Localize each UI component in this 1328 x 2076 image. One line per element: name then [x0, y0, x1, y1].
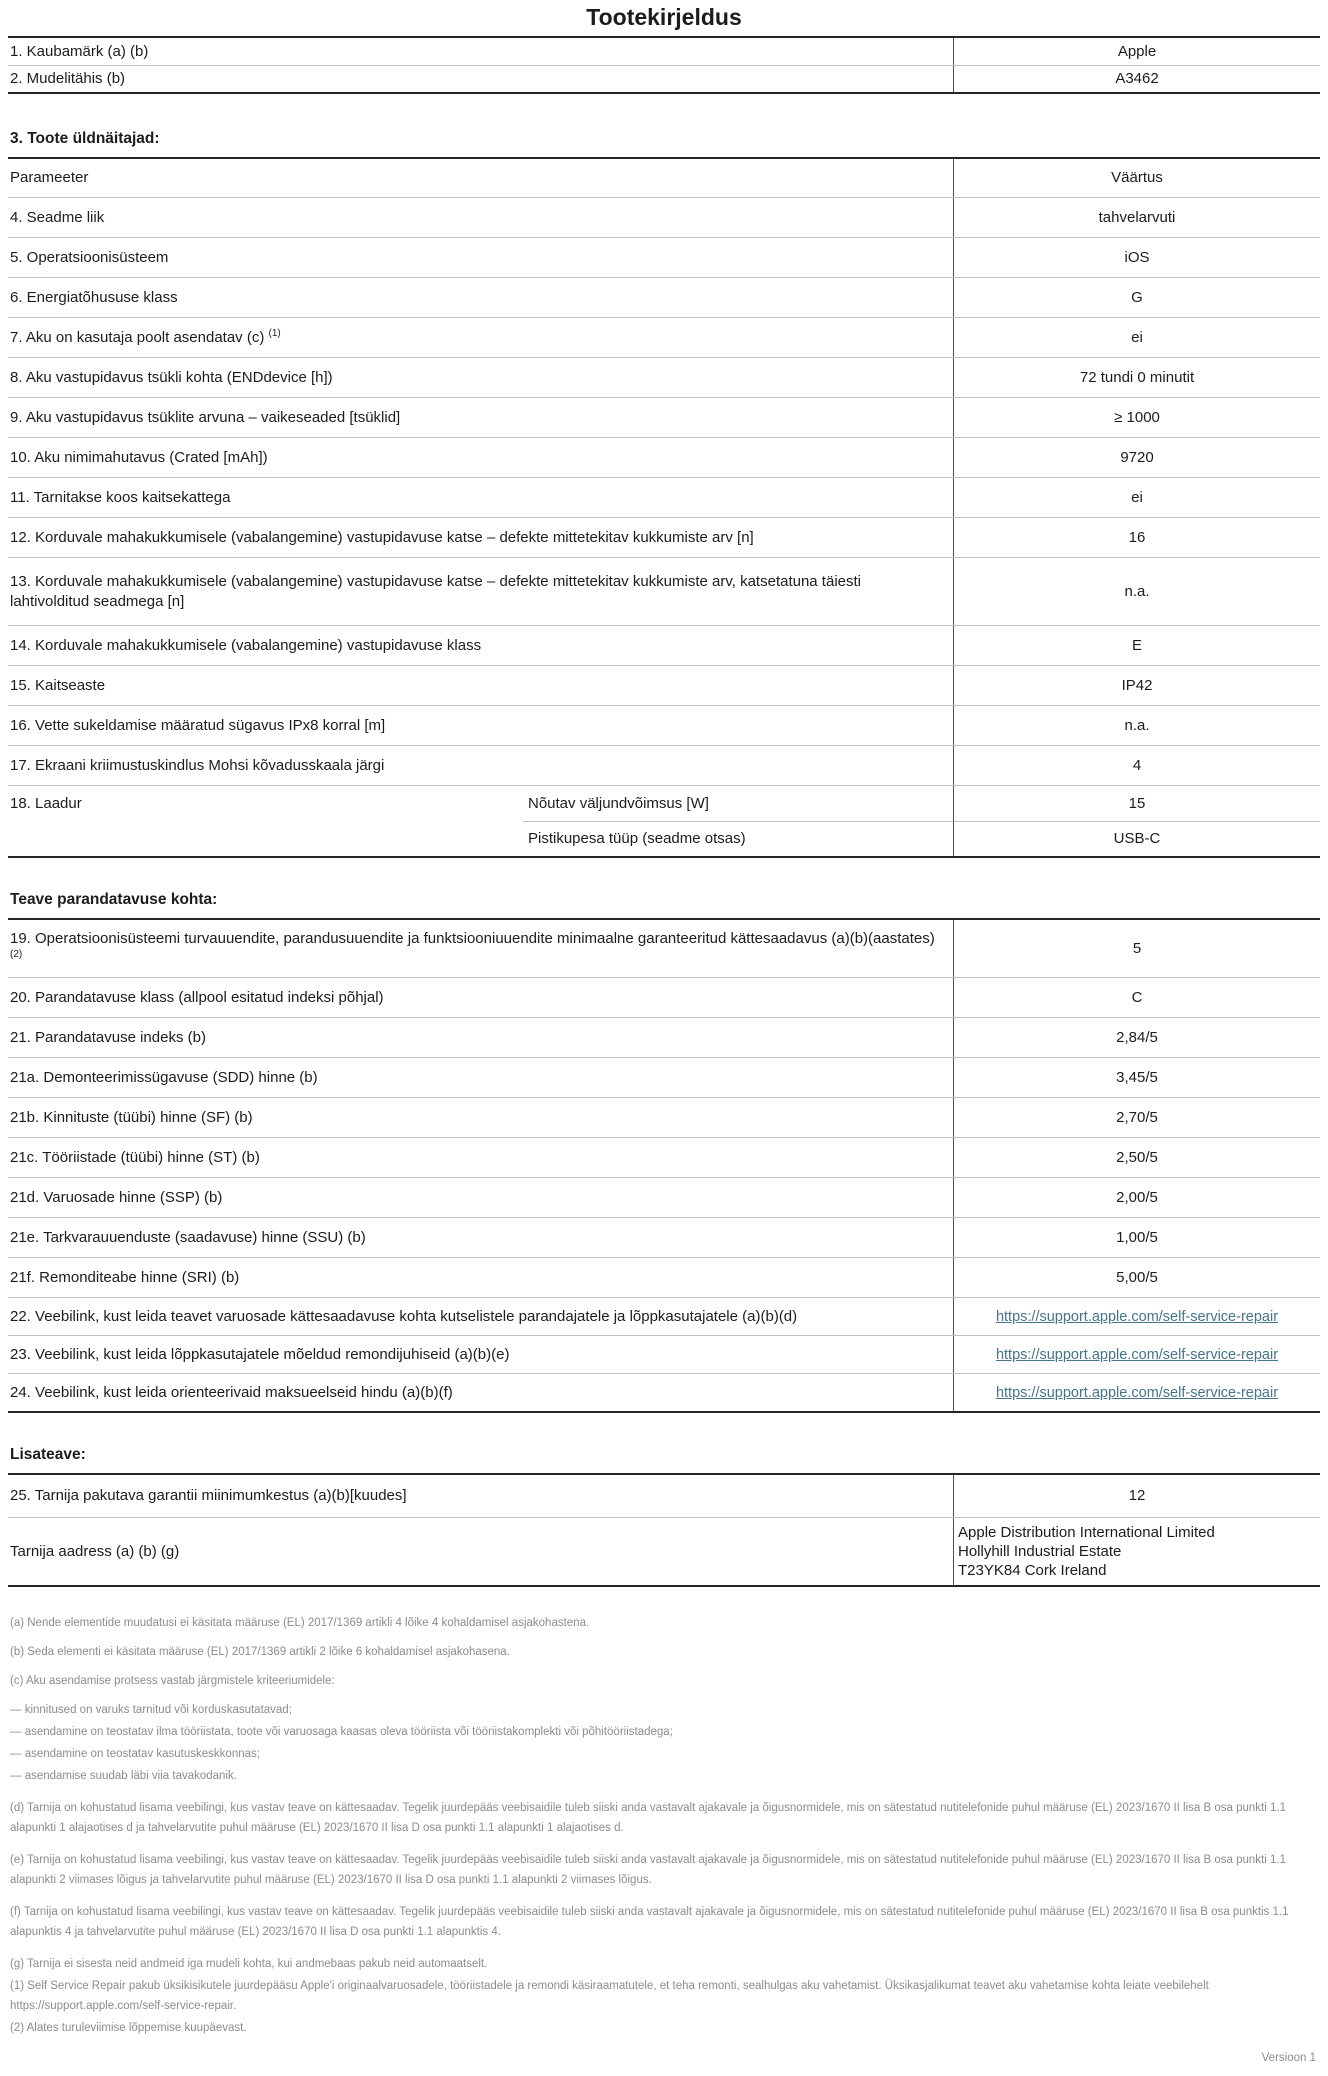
- version-label: Versioon 1: [1261, 2052, 1316, 2064]
- pretax-prices-link[interactable]: https://support.apple.com/self-service-repair: [995, 1384, 1279, 1401]
- row-label: 9. Aku vastupidavus tsüklite arvuna – vaikeseaded [tsüklid]: [10, 408, 401, 426]
- warranty-value: 12: [953, 1475, 1320, 1517]
- identification-table: [8, 36, 1320, 94]
- warranty-label: 25. Tarnija pakutava garantii miinimumkestus (a)(b)[kuudes]: [10, 1487, 407, 1504]
- charger-sub-label: Nõutav väljundvõimsus [W]: [528, 794, 709, 812]
- row-label: 15. Kaitseaste: [10, 676, 106, 694]
- row-label: 7. Aku on kasutaja poolt asendatav (c) $^{(1)}$: [10, 327, 281, 346]
- row-value: n.a.: [953, 558, 1320, 625]
- row-label: 16. Vette sukeldamise määratud sügavus IPx8 korral [m]: [10, 716, 386, 734]
- table-row-model: [8, 65, 1320, 92]
- section-heading-general: 3. Toote üldnäitajad:: [10, 130, 160, 147]
- row-label: 4. Seadme liik: [10, 208, 105, 226]
- row-value: 5,00/5: [953, 1258, 1320, 1297]
- row-value: [953, 1298, 1320, 1335]
- row-label: 21a. Demonteerimissügavuse (SDD) hinne (b): [10, 1068, 318, 1086]
- table-row: [8, 557, 1320, 625]
- footnote-2: (2) Alates turuleviimise lõppemise kuupäevast.: [10, 2022, 247, 2034]
- row-label: 6. Energiatõhususe klass: [10, 288, 178, 306]
- charger-label: 18. Laadur: [10, 794, 82, 812]
- row-label: 17. Ekraani kriimustuskindlus Mohsi kõvadusskaala järgi: [10, 756, 385, 774]
- row-label: 10. Aku nimimahutavus (Crated [mAh]): [10, 448, 268, 466]
- table-row-link: [8, 1373, 1320, 1411]
- table-row: [8, 237, 1320, 277]
- row-value: G: [953, 278, 1320, 317]
- column-header-parameter: Parameeter: [10, 169, 89, 186]
- footnote-f: (f) Tarnija on kohustatud lisama veebilingi, kus vastav teave on kättesaadav. Tegelik juurdepääs veebisaidile tuleb siiski anda vastavalt ajakavale ja õigusnormidele, mis on sätestatud nutitelefonide puhul määruse (EL) 2023/1670 II lisa B osa punktis 1.1 alapunktis 4 ja tahvelarvutite puhul määruse (EL) 2023/1670 II lisa D osa punkti 1.1 alapunktis 4.: [10, 1906, 1289, 1938]
- table-row: [8, 477, 1320, 517]
- row-value: 4: [953, 746, 1320, 785]
- footnote-a: (a) Nende elementide muudatusi ei käsitata määruse (EL) 2017/1369 artikli 4 lõike 4 kohaldamisel asjakohastena.: [10, 1617, 590, 1629]
- row-value: n.a.: [953, 706, 1320, 745]
- row-value: 72 tundi 0 minutit: [953, 358, 1320, 397]
- footnote-c: (c) Aku asendamise protsess vastab järgmistele kriteeriumidele:: [10, 1675, 335, 1687]
- address-line: Apple Distribution International Limited: [958, 1524, 1215, 1541]
- table-row-address: [8, 1517, 1320, 1585]
- table-row-brand: [8, 38, 1320, 65]
- row-label: 22. Veebilink, kust leida teavet varuosade kättesaadavuse kohta kutselistele parandajatele ja lõppkasutajatele (a)(b)(d): [10, 1307, 798, 1325]
- table-row-warranty: [8, 1475, 1320, 1517]
- row-value: [953, 1336, 1320, 1373]
- table-row: [8, 1017, 1320, 1057]
- row-label: 20. Parandatavuse klass (allpool esitatud indeksi põhjal): [10, 988, 384, 1006]
- address-line: Hollyhill Industrial Estate: [958, 1543, 1122, 1560]
- row-label: 5. Operatsioonisüsteem: [10, 248, 169, 266]
- row-value: 9720: [953, 438, 1320, 477]
- brand-value: Apple: [953, 38, 1320, 65]
- table-row: [8, 357, 1320, 397]
- row-value: 2,50/5: [953, 1138, 1320, 1177]
- footnote-c-criterion: — asendamine on teostatav kasutuskeskkonnas;: [10, 1748, 260, 1760]
- table-row: [8, 1097, 1320, 1137]
- footnote-d: (d) Tarnija on kohustatud lisama veebilingi, kus vastav teave on kättesaadav. Tegelik juurdepääs veebisaidile tuleb siiski anda vastavalt ajakavale ja õigusnormidele, mis on sätestatud nutitelefonide puhul määruse (EL) 2023/1670 II lisa B osa punkti 1.1 alapunkti 1 alajaotises d ja tahvelarvutite puhul määruse (EL) 2023/1670 II lisa D osa punkti 1.1 alapunkti 1 alajaotises d.: [10, 1802, 1286, 1834]
- brand-label: 1. Kaubamärk (a) (b): [10, 42, 149, 60]
- row-value: ei: [953, 318, 1320, 357]
- table-row-link: [8, 1335, 1320, 1373]
- table-row: [8, 665, 1320, 705]
- row-value: 2,70/5: [953, 1098, 1320, 1137]
- charger-sub-value: 15: [953, 786, 1320, 821]
- general-table: [8, 157, 1320, 858]
- table-row: [8, 1057, 1320, 1097]
- row-label: 11. Tarnitakse koos kaitsekattega: [10, 488, 231, 506]
- row-value: iOS: [953, 238, 1320, 277]
- additional-table: [8, 1473, 1320, 1587]
- table-row-charger: [8, 785, 1320, 856]
- row-value: 2,00/5: [953, 1178, 1320, 1217]
- row-label: 21d. Varuosade hinne (SSP) (b): [10, 1188, 223, 1206]
- column-header-value: Väärtus: [953, 159, 1320, 197]
- charger-sub-value: USB-C: [953, 821, 1320, 856]
- table-row: [8, 437, 1320, 477]
- model-value: A3462: [953, 66, 1320, 92]
- row-label: 23. Veebilink, kust leida lõppkasutajatele mõeldud remondijuhiseid (a)(b)(e): [10, 1345, 510, 1363]
- footnote-ref-2: (2): [10, 948, 23, 960]
- row-value: [953, 1374, 1320, 1411]
- footnote-1: (1) Self Service Repair pakub üksikisikutele juurdepääsu Apple'i originaalvaruosadele, tööriistadele ja remondi käsiraamatutele, et teha remonti, sealhulgas aku vahetamist. Üksikasjalikumat teavet aku vahetamise kohta leiate veebilehelt https://support.apple.com/self-service-repair.: [10, 1980, 1209, 2012]
- table-row: [8, 1177, 1320, 1217]
- table-row: [8, 1217, 1320, 1257]
- row-label: 21. Parandatavuse indeks (b): [10, 1028, 206, 1046]
- row-value: 5: [953, 920, 1320, 977]
- table-row: [8, 705, 1320, 745]
- row-value: 3,45/5: [953, 1058, 1320, 1097]
- supplier-address-value: [953, 1518, 1320, 1585]
- row-value: 16: [953, 518, 1320, 557]
- table-row: [8, 397, 1320, 437]
- row-label: 21c. Tööriistade (tüübi) hinne (ST) (b): [10, 1148, 260, 1166]
- row-value: ei: [953, 478, 1320, 517]
- section-heading-additional: Lisateave:: [10, 1446, 86, 1463]
- section-heading-repair: Teave parandatavuse kohta:: [10, 891, 218, 908]
- footnote-g: (g) Tarnija ei sisesta neid andmeid iga mudeli kohta, kui andmebaas pakub neid automaatselt.: [10, 1958, 488, 1970]
- footnote-e: (e) Tarnija on kohustatud lisama veebilingi, kus vastav teave on kättesaadav. Tegelik juurdepääs veebisaidile tuleb siiski anda vastavalt ajakavale ja õigusnormidele, mis on sätestatud nutitelefonide puhul määruse (EL) 2023/1670 II lisa B osa punkti 1.1 alapunkti 2 viimases lõigus ja tahvelarvutite puhul määruse (EL) 2023/1670 II lisa D osa punkti 1.1 alapunkti 2 viimases lõigus.: [10, 1854, 1286, 1886]
- footnote-c-criterion: — asendamise suudab läbi viia tavakodanik.: [10, 1770, 237, 1782]
- table-row: [8, 517, 1320, 557]
- row-label: 21e. Tarkvarauuenduste (saadavuse) hinne (SSU) (b): [10, 1228, 366, 1246]
- address-line: T23YK84 Cork Ireland: [958, 1562, 1107, 1579]
- table-row: [8, 977, 1320, 1017]
- row-label: 21b. Kinnituste (tüübi) hinne (SF) (b): [10, 1108, 253, 1126]
- table-row: [8, 920, 1320, 977]
- table-header-row: [8, 159, 1320, 197]
- footnote-c-criterion: — kinnitused on varuks tarnitud või korduskasutatavad;: [10, 1704, 292, 1716]
- supplier-address-label: Tarnija aadress (a) (b) (g): [10, 1542, 180, 1560]
- row-label: 12. Korduvale mahakukkumisele (vabalangemine) vastupidavuse katse – defekte mittetekitav kukkumiste arv [n]: [10, 528, 754, 546]
- row-label: 14. Korduvale mahakukkumisele (vabalangemine) vastupidavuse klass: [10, 636, 482, 654]
- footnote-b: (b) Seda elementi ei käsitata määruse (EL) 2017/1369 artikli 2 lõike 6 kohaldamisel asjakohasena.: [10, 1646, 510, 1658]
- model-label: 2. Mudelitähis (b): [10, 70, 126, 87]
- table-row: [8, 1257, 1320, 1297]
- page-title: Tootekirjeldus: [586, 4, 742, 30]
- row-label: 8. Aku vastupidavus tsükli kohta (ENDdevice [h]): [10, 368, 333, 386]
- footnote-c-criterion: — asendamine on teostatav ilma tööriistata, toote või varuosaga kaasas oleva tööriista või tööriistakomplekti või põhitööriistadega;: [10, 1726, 673, 1738]
- table-row: [8, 277, 1320, 317]
- spare-parts-link[interactable]: https://support.apple.com/self-service-repair: [995, 1308, 1279, 1325]
- footnotes: [8, 1613, 1320, 2038]
- table-row: [8, 317, 1320, 357]
- row-value: 1,00/5: [953, 1218, 1320, 1257]
- row-value: 2,84/5: [953, 1018, 1320, 1057]
- row-label: 21f. Remonditeabe hinne (SRI) (b): [10, 1268, 240, 1286]
- table-row: [8, 625, 1320, 665]
- repair-instructions-link[interactable]: https://support.apple.com/self-service-repair: [995, 1346, 1279, 1363]
- footnote-ref-1: (1): [268, 327, 281, 339]
- row-value: tahvelarvuti: [953, 198, 1320, 237]
- table-row-link: [8, 1297, 1320, 1335]
- row-label: 19. Operatsioonisüsteemi turvauuendite, parandusuuendite ja funktsiooniuuendite minimaalne garanteeritud kättesaadavus (a)(b)(aastates) $^{(2)}$: [10, 929, 935, 960]
- row-label: 13. Korduvale mahakukkumisele (vabalangemine) vastupidavuse katse – defekte mittetekitav kukkumiste arv, katsetatuna täiesti lahtivolditud seadmega [n]: [10, 572, 861, 610]
- repair-table: [8, 918, 1320, 1413]
- row-value: ≥ 1000: [953, 398, 1320, 437]
- row-label: 24. Veebilink, kust leida orienteerivaid maksueelseid hindu (a)(b)(f): [10, 1383, 453, 1401]
- row-value: IP42: [953, 666, 1320, 705]
- table-row: [8, 745, 1320, 785]
- row-value: E: [953, 626, 1320, 665]
- table-row: [8, 197, 1320, 237]
- charger-sub-label: Pistikupesa tüüp (seadme otsas): [523, 821, 953, 856]
- table-row: [8, 1137, 1320, 1177]
- row-value: C: [953, 978, 1320, 1017]
